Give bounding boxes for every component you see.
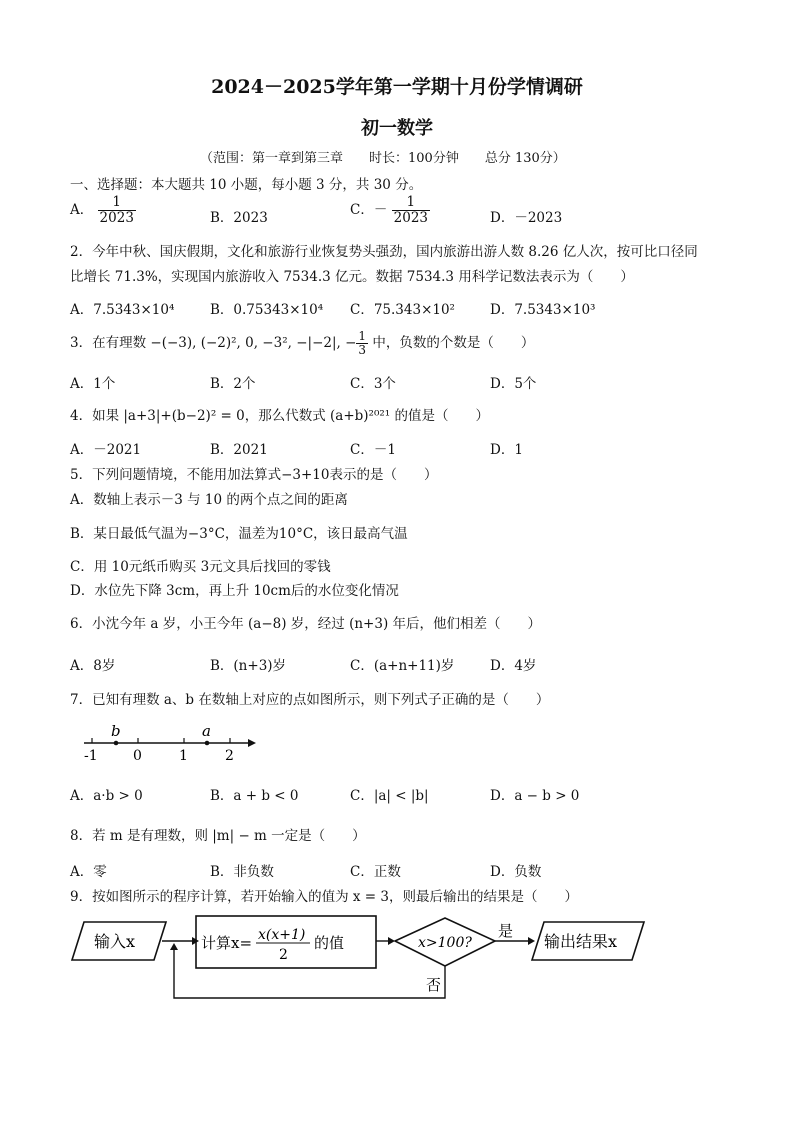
q7-number-line: [80, 718, 260, 766]
arrow-head-icon: [528, 937, 535, 945]
q8-stem: 8．若 m 是有理数，则 |m| − m 一定是（ ）: [70, 828, 366, 844]
q1-a-label: A．: [70, 201, 94, 218]
tick-label-2: 2: [225, 748, 234, 764]
q2-option-b[interactable]: B．0.75343×10⁴: [210, 302, 324, 318]
exam-subject: 初一数学: [361, 118, 433, 139]
point-a: [205, 741, 210, 746]
q9-flowchart: [70, 912, 650, 1008]
q8-option-b[interactable]: B．非负数: [210, 864, 274, 880]
exam-info: （范围：第一章到第三章 时长：100分钟 总分 130分）: [200, 151, 566, 166]
q4-option-a[interactable]: A．－2021: [70, 442, 142, 458]
q1-a-numerator: 1: [98, 195, 136, 211]
q3-option-a[interactable]: A．1个: [70, 376, 116, 392]
q3-stem-post: 中，负数的个数是（ ）: [368, 335, 535, 352]
q2-stem-line1: 2．今年中秋、国庆假期，文化和旅游行业恢复势头强劲，国内旅游出游人数 8.26 亿人次，按可比口径同: [70, 244, 698, 260]
arrow-head-icon: [170, 943, 178, 950]
label-b: b: [111, 722, 121, 740]
q4-option-d[interactable]: D．1: [490, 442, 523, 458]
flow-condition: x>100?: [418, 935, 472, 951]
label-a: a: [202, 722, 211, 740]
q7-stem: 7．已知有理数 a、b 在数轴上对应的点如图所示，则下列式子正确的是（ ）: [70, 692, 550, 708]
q1-c-label: C．－: [350, 201, 388, 218]
tick-label-0: 0: [133, 748, 142, 764]
flow-yes-label: 是: [498, 922, 514, 940]
flow-output-label: 输出结果x: [544, 932, 618, 951]
q9-stem: 9．按如图所示的程序计算，若开始输入的值为 x = 3，则最后输出的结果是（ ）: [70, 889, 578, 905]
q3-stem: [70, 330, 534, 357]
flow-calc-prefix: 计算x=: [201, 934, 253, 952]
q3-option-d[interactable]: D．5个: [490, 376, 537, 392]
q1-option-b[interactable]: B．2023: [210, 210, 268, 226]
q5-option-a[interactable]: A．数轴上表示－3 与 10 的两个点之间的距离: [70, 492, 348, 508]
q6-stem: 6．小沈今年 a 岁，小王今年 (a−8) 岁，经过 (n+3) 年后，他们相差（ ）: [70, 616, 541, 632]
flow-loop-line: [174, 950, 445, 998]
q6-option-b[interactable]: B．(n+3)岁: [210, 658, 287, 674]
q1-a-denominator: 2023: [99, 209, 134, 226]
number-line-arrow-icon: [248, 739, 256, 747]
q7-option-b[interactable]: B．a + b < 0: [210, 788, 299, 804]
q3-option-b[interactable]: B．2个: [210, 376, 256, 392]
section-heading: 一、选择题：本大题共 10 小题，每小题 3 分，共 30 分。: [70, 177, 423, 193]
flow-input-label: 输入x: [94, 932, 136, 951]
flow-calc-numerator: x(x+1): [258, 927, 306, 943]
q8-option-d[interactable]: D．负数: [490, 864, 542, 880]
q6-option-c[interactable]: C．(a+n+11)岁: [350, 658, 455, 674]
tick-label-neg1: -1: [84, 748, 98, 764]
q5-option-d[interactable]: D．水位先下降 3cm，再上升 10cm后的水位变化情况: [70, 583, 399, 599]
q6-option-d[interactable]: D．4岁: [490, 658, 537, 674]
q2-option-d[interactable]: D．7.5343×10³: [490, 302, 596, 318]
q5-option-b[interactable]: B．某日最低气温为−3°C，温差为10°C，该日最高气温: [70, 526, 408, 542]
q1-c-numerator: 1: [392, 195, 430, 211]
q6-option-a[interactable]: A．8岁: [70, 658, 116, 674]
q1-option-a[interactable]: [70, 195, 136, 226]
q1-c-denominator: 2023: [393, 209, 428, 226]
flow-no-label: 否: [426, 976, 442, 994]
q3-fraction-numerator: 1: [358, 329, 367, 343]
q2-option-c[interactable]: C．75.343×10²: [350, 302, 455, 318]
q2-option-a[interactable]: A．7.5343×10⁴: [70, 302, 175, 318]
q4-stem: 4．如果 |a+3|+(b−2)² = 0，那么代数式 (a+b)²⁰²¹ 的值是（ ）: [70, 408, 489, 424]
q2-stem-line2: 比增长 71.3%，实现国内旅游收入 7534.3 亿元。数据 7534.3 用科学记数法表示为（ ）: [70, 269, 634, 285]
q5-stem: 5．下列问题情境，不能用加法算式−3+10表示的是（ ）: [70, 467, 438, 483]
flow-calc-denominator: 2: [279, 947, 288, 963]
q4-option-b[interactable]: B．2021: [210, 442, 268, 458]
q5-option-c[interactable]: C．用 10元纸币购买 3元文具后找回的零钱: [70, 559, 331, 575]
q7-option-c[interactable]: C．|a| < |b|: [350, 788, 429, 804]
q4-option-c[interactable]: C．－1: [350, 442, 396, 458]
q3-fraction-denominator: 3: [358, 343, 367, 358]
point-b: [114, 741, 119, 746]
q1-option-c[interactable]: [350, 195, 430, 226]
q1-option-d[interactable]: D．－2023: [490, 210, 563, 226]
tick-label-1: 1: [179, 748, 188, 764]
q3-option-c[interactable]: C．3个: [350, 376, 396, 392]
flow-calc-suffix: 的值: [314, 934, 345, 952]
q3-stem-pre: 3．在有理数 −(−3), (−2)², 0, −3², −|−2|, −: [70, 335, 357, 352]
q7-option-d[interactable]: D．a − b > 0: [490, 788, 580, 804]
q7-option-a[interactable]: A．a·b > 0: [70, 788, 143, 804]
exam-title: 2024－2025学年第一学期十月份学情调研: [211, 76, 583, 98]
q8-option-c[interactable]: C．正数: [350, 864, 401, 880]
q8-option-a[interactable]: A．零: [70, 864, 107, 880]
